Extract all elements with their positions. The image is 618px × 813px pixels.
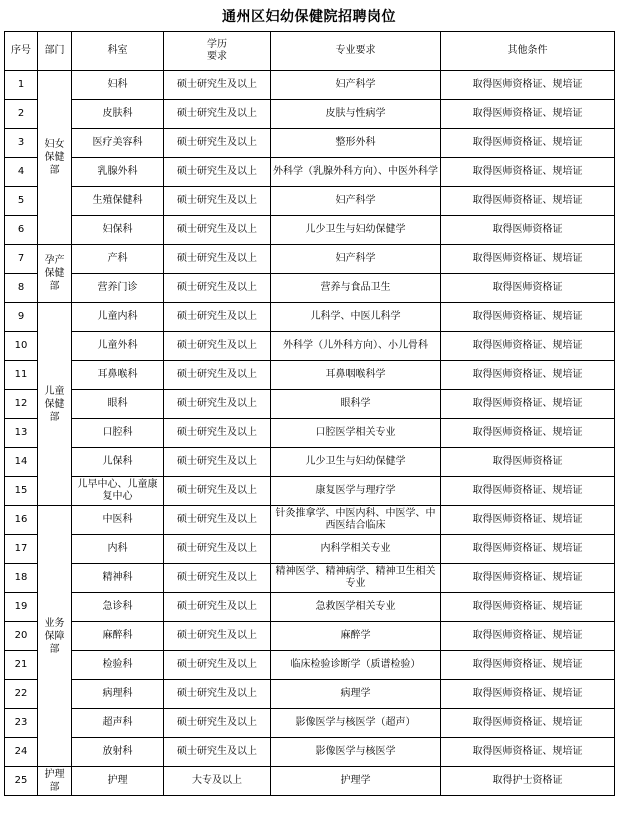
table-row [5, 71, 615, 100]
cell-other: 取得医师资格证、规培证 [441, 593, 615, 622]
cell-other: 取得医师资格证 [441, 448, 615, 477]
cell-major: 外科学（儿外科方向）、小儿骨科 [271, 332, 441, 361]
cell-other: 取得医师资格证、规培证 [441, 680, 615, 709]
header-edu: 学历 要求 [164, 32, 271, 71]
cell-edu: 硕士研究生及以上 [164, 622, 271, 651]
cell-other: 取得医师资格证、规培证 [441, 303, 615, 332]
cell-seq: 8 [5, 274, 38, 303]
cell-seq: 22 [5, 680, 38, 709]
table-row [5, 506, 615, 535]
cell-office: 中医科 [72, 506, 164, 535]
cell-major: 急救医学相关专业 [271, 593, 441, 622]
recruitment-table [4, 31, 615, 796]
table-row [5, 680, 615, 709]
cell-edu: 硕士研究生及以上 [164, 245, 271, 274]
cell-edu: 硕士研究生及以上 [164, 390, 271, 419]
cell-seq: 21 [5, 651, 38, 680]
cell-office: 精神科 [72, 564, 164, 593]
cell-dept: 儿童 保健 部 [38, 303, 72, 506]
cell-seq: 2 [5, 100, 38, 129]
cell-other: 取得医师资格证、规培证 [441, 332, 615, 361]
cell-seq: 19 [5, 593, 38, 622]
header-seq: 序号 [5, 32, 38, 71]
header-major: 专业要求 [271, 32, 441, 71]
cell-other: 取得医师资格证、规培证 [441, 477, 615, 506]
cell-edu: 硕士研究生及以上 [164, 71, 271, 100]
cell-other: 取得医师资格证、规培证 [441, 535, 615, 564]
cell-office: 儿童内科 [72, 303, 164, 332]
cell-office: 儿童外科 [72, 332, 164, 361]
header-dept: 部门 [38, 32, 72, 71]
table-row [5, 709, 615, 738]
cell-office: 护理 [72, 767, 164, 796]
cell-edu: 硕士研究生及以上 [164, 274, 271, 303]
cell-seq: 14 [5, 448, 38, 477]
cell-major: 整形外科 [271, 129, 441, 158]
table-row [5, 419, 615, 448]
cell-major: 精神医学、精神病学、精神卫生相关专业 [271, 564, 441, 593]
cell-edu: 硕士研究生及以上 [164, 303, 271, 332]
cell-seq: 4 [5, 158, 38, 187]
cell-edu: 硕士研究生及以上 [164, 535, 271, 564]
cell-other: 取得医师资格证、规培证 [441, 71, 615, 100]
table-row [5, 564, 615, 593]
cell-major: 内科学相关专业 [271, 535, 441, 564]
cell-major: 儿科学、中医儿科学 [271, 303, 441, 332]
cell-seq: 23 [5, 709, 38, 738]
header-office: 科室 [72, 32, 164, 71]
cell-other: 取得医师资格证、规培证 [441, 129, 615, 158]
cell-office: 检验科 [72, 651, 164, 680]
cell-major: 儿少卫生与妇幼保健学 [271, 448, 441, 477]
cell-seq: 10 [5, 332, 38, 361]
cell-office: 口腔科 [72, 419, 164, 448]
cell-other: 取得医师资格证、规培证 [441, 651, 615, 680]
header-other: 其他条件 [441, 32, 615, 71]
cell-office: 产科 [72, 245, 164, 274]
cell-major: 营养与食品卫生 [271, 274, 441, 303]
cell-other: 取得医师资格证、规培证 [441, 245, 615, 274]
cell-other: 取得医师资格证 [441, 216, 615, 245]
cell-major: 影像医学与核医学 [271, 738, 441, 767]
cell-office: 超声科 [72, 709, 164, 738]
cell-edu: 硕士研究生及以上 [164, 216, 271, 245]
table-row [5, 245, 615, 274]
cell-office: 病理科 [72, 680, 164, 709]
cell-edu: 硕士研究生及以上 [164, 361, 271, 390]
cell-office: 眼科 [72, 390, 164, 419]
cell-office: 妇保科 [72, 216, 164, 245]
cell-other: 取得医师资格证、规培证 [441, 187, 615, 216]
cell-seq: 1 [5, 71, 38, 100]
cell-major: 妇产科学 [271, 245, 441, 274]
cell-seq: 3 [5, 129, 38, 158]
cell-edu: 硕士研究生及以上 [164, 332, 271, 361]
cell-office: 耳鼻喉科 [72, 361, 164, 390]
cell-major: 皮肤与性病学 [271, 100, 441, 129]
cell-edu: 硕士研究生及以上 [164, 680, 271, 709]
table-row [5, 158, 615, 187]
table-row [5, 593, 615, 622]
cell-seq: 24 [5, 738, 38, 767]
cell-edu: 硕士研究生及以上 [164, 187, 271, 216]
table-row [5, 390, 615, 419]
cell-edu: 硕士研究生及以上 [164, 477, 271, 506]
cell-dept: 业务 保障 部 [38, 506, 72, 767]
cell-seq: 17 [5, 535, 38, 564]
cell-seq: 12 [5, 390, 38, 419]
cell-other: 取得医师资格证、规培证 [441, 738, 615, 767]
cell-other: 取得医师资格证 [441, 274, 615, 303]
cell-edu: 硕士研究生及以上 [164, 593, 271, 622]
cell-other: 取得医师资格证、规培证 [441, 158, 615, 187]
cell-seq: 5 [5, 187, 38, 216]
table-row [5, 622, 615, 651]
cell-seq: 18 [5, 564, 38, 593]
cell-edu: 硕士研究生及以上 [164, 158, 271, 187]
cell-other: 取得医师资格证、规培证 [441, 564, 615, 593]
cell-seq: 6 [5, 216, 38, 245]
cell-office: 医疗美容科 [72, 129, 164, 158]
cell-dept: 孕产 保健 部 [38, 245, 72, 303]
cell-major: 针灸推拿学、中医内科、中医学、中西医结合临床 [271, 506, 441, 535]
cell-other: 取得护士资格证 [441, 767, 615, 796]
cell-office: 妇科 [72, 71, 164, 100]
cell-edu: 硕士研究生及以上 [164, 100, 271, 129]
cell-major: 临床检验诊断学（质谱检验） [271, 651, 441, 680]
cell-major: 眼科学 [271, 390, 441, 419]
cell-major: 儿少卫生与妇幼保健学 [271, 216, 441, 245]
cell-major: 病理学 [271, 680, 441, 709]
table-row [5, 535, 615, 564]
cell-edu: 硕士研究生及以上 [164, 738, 271, 767]
table-row [5, 477, 615, 506]
cell-major: 耳鼻咽喉科学 [271, 361, 441, 390]
table-row [5, 129, 615, 158]
cell-office: 急诊科 [72, 593, 164, 622]
cell-major: 影像医学与核医学（超声） [271, 709, 441, 738]
header-row [5, 32, 615, 71]
page-title: 通州区妇幼保健院招聘岗位 [222, 8, 396, 25]
cell-edu: 硕士研究生及以上 [164, 129, 271, 158]
table-row [5, 448, 615, 477]
cell-seq: 25 [5, 767, 38, 796]
cell-seq: 13 [5, 419, 38, 448]
cell-major: 妇产科学 [271, 187, 441, 216]
cell-seq: 16 [5, 506, 38, 535]
cell-office: 麻醉科 [72, 622, 164, 651]
cell-major: 康复医学与理疗学 [271, 477, 441, 506]
cell-major: 麻醉学 [271, 622, 441, 651]
cell-office: 营养门诊 [72, 274, 164, 303]
cell-other: 取得医师资格证、规培证 [441, 506, 615, 535]
table-row [5, 651, 615, 680]
table-row [5, 361, 615, 390]
table-row [5, 303, 615, 332]
cell-other: 取得医师资格证、规培证 [441, 361, 615, 390]
table-row [5, 216, 615, 245]
cell-seq: 11 [5, 361, 38, 390]
cell-office: 生殖保健科 [72, 187, 164, 216]
table-row [5, 100, 615, 129]
cell-seq: 20 [5, 622, 38, 651]
cell-dept: 护理 部 [38, 767, 72, 796]
cell-major: 护理学 [271, 767, 441, 796]
cell-edu: 大专及以上 [164, 767, 271, 796]
cell-edu: 硕士研究生及以上 [164, 448, 271, 477]
cell-edu: 硕士研究生及以上 [164, 709, 271, 738]
cell-office: 皮肤科 [72, 100, 164, 129]
cell-edu: 硕士研究生及以上 [164, 419, 271, 448]
cell-seq: 9 [5, 303, 38, 332]
table-row [5, 767, 615, 796]
table-row [5, 738, 615, 767]
cell-other: 取得医师资格证、规培证 [441, 419, 615, 448]
cell-dept: 妇女 保健 部 [38, 71, 72, 245]
cell-edu: 硕士研究生及以上 [164, 506, 271, 535]
cell-edu: 硕士研究生及以上 [164, 564, 271, 593]
cell-seq: 15 [5, 477, 38, 506]
table-row [5, 187, 615, 216]
cell-major: 外科学（乳腺外科方向）、中医外科学 [271, 158, 441, 187]
cell-major: 口腔医学相关专业 [271, 419, 441, 448]
cell-office: 放射科 [72, 738, 164, 767]
table-row [5, 274, 615, 303]
cell-other: 取得医师资格证、规培证 [441, 100, 615, 129]
cell-other: 取得医师资格证、规培证 [441, 622, 615, 651]
cell-edu: 硕士研究生及以上 [164, 651, 271, 680]
cell-office: 乳腺外科 [72, 158, 164, 187]
cell-other: 取得医师资格证、规培证 [441, 390, 615, 419]
cell-office: 儿早中心、儿童康复中心 [72, 477, 164, 506]
cell-other: 取得医师资格证、规培证 [441, 709, 615, 738]
cell-office: 内科 [72, 535, 164, 564]
cell-seq: 7 [5, 245, 38, 274]
table-row [5, 332, 615, 361]
cell-office: 儿保科 [72, 448, 164, 477]
cell-major: 妇产科学 [271, 71, 441, 100]
